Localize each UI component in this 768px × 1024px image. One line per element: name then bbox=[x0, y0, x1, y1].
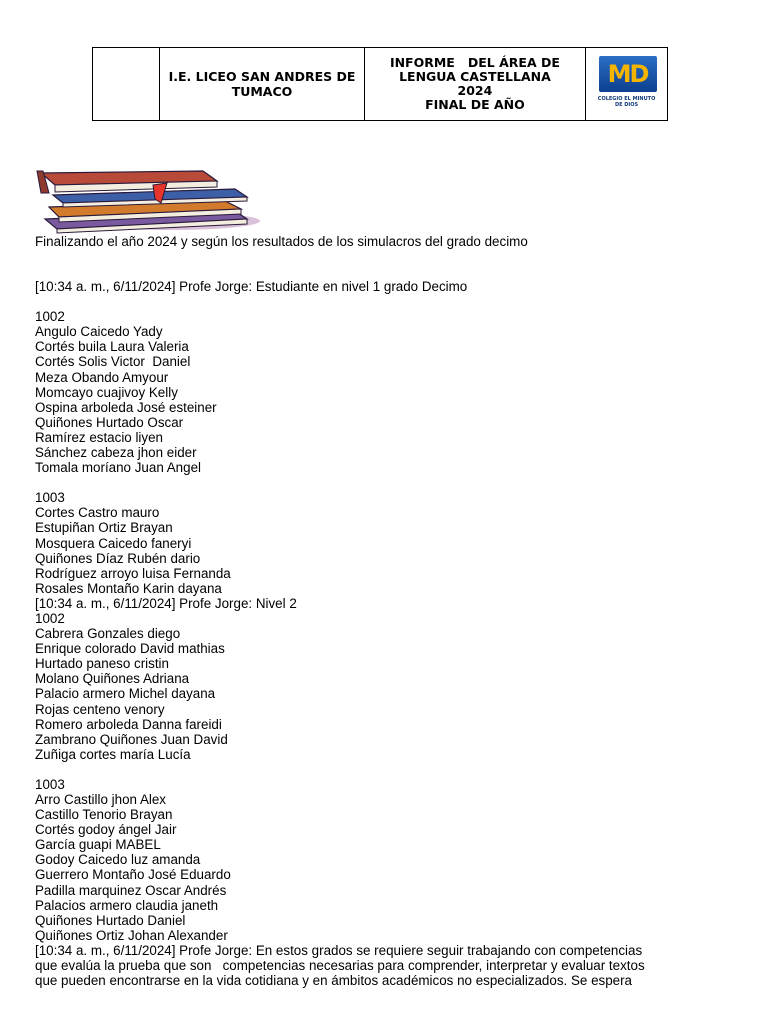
group-code: 1002 bbox=[35, 309, 65, 325]
student-name: Molano Quiñones Adriana bbox=[35, 671, 190, 687]
student-name: Mosquera Caicedo faneryi bbox=[35, 535, 192, 551]
closing-paragraph bbox=[35, 943, 735, 988]
student-name: Padilla marquinez Oscar Andrés bbox=[35, 882, 227, 898]
report-title-line: 2024 bbox=[457, 83, 493, 98]
student-name: Castillo Tenorio Brayan bbox=[35, 807, 173, 823]
student-name: Cortés godoy ángel Jair bbox=[35, 822, 177, 838]
level1-message: [10:34 a. m., 6/11/2024] Profe Jorge: Estudiante en nivel 1 grado Decimo bbox=[35, 279, 468, 295]
student-name: Cortés buila Laura Valeria bbox=[35, 339, 189, 355]
school-name: I.E. LICEO SAN ANDRES DE TUMACO bbox=[160, 48, 364, 121]
student-name: Hurtado paneso cristin bbox=[35, 656, 169, 672]
student-name: Sánchez cabeza jhon eider bbox=[35, 445, 197, 461]
closing-line: que pueden encontrarse en la vida cotidiana y en ámbitos académicos no especializados. Se espera bbox=[35, 973, 633, 989]
header-table bbox=[92, 47, 668, 121]
report-body bbox=[35, 234, 735, 988]
student-name: Rosales Montaño Karin dayana bbox=[35, 580, 222, 596]
report-title-line: LENGUA CASTELLANA bbox=[399, 69, 551, 84]
student-name: Momcayo cuajivoy Kelly bbox=[35, 384, 178, 400]
student-name: Godoy Caicedo luz amanda bbox=[35, 852, 201, 868]
student-name: Enrique colorado David mathias bbox=[35, 641, 225, 657]
report-title-line: FINAL DE AÑO bbox=[425, 97, 525, 112]
student-name: Zuñiga cortes maría Lucía bbox=[35, 746, 191, 762]
group-code: 1003 bbox=[35, 490, 65, 506]
student-name: Ramírez estacio liyen bbox=[35, 429, 164, 445]
student-name: Angulo Caicedo Yady bbox=[35, 324, 163, 340]
closing-line: [10:34 a. m., 6/11/2024] Profe Jorge: En estos grados se requiere seguir trabajando con competencias bbox=[35, 942, 643, 958]
report-title-line: INFORME DEL ÁREA DE bbox=[389, 55, 560, 70]
student-name: Cabrera Gonzales diego bbox=[35, 626, 181, 642]
student-name: Quiñones Díaz Rubén dario bbox=[35, 550, 201, 566]
group-code: 1002 bbox=[35, 610, 65, 626]
closing-line: que evalúa la prueba que son competencias necesarias para comprender, interpretar y evaluar textos bbox=[35, 958, 645, 974]
level2-message: [10:34 a. m., 6/11/2024] Profe Jorge: Nivel 2 bbox=[35, 595, 297, 611]
logo-cell bbox=[586, 48, 668, 121]
student-name: Rojas centeno venory bbox=[35, 701, 165, 717]
student-name: Tomala moríano Juan Angel bbox=[35, 460, 201, 476]
student-list bbox=[35, 324, 735, 475]
student-name: Arro Castillo jhon Alex bbox=[35, 792, 166, 807]
student-name: Guerrero Montaño José Eduardo bbox=[35, 867, 231, 883]
student-name: Quiñones Hurtado Daniel bbox=[35, 912, 186, 928]
student-name: Cortés Solis Victor Daniel bbox=[35, 354, 191, 370]
student-name: Palacios armero claudia janeth bbox=[35, 897, 219, 913]
student-name: Ospina arboleda José esteiner bbox=[35, 399, 217, 415]
books-clipart bbox=[35, 167, 260, 235]
report-title bbox=[364, 48, 585, 121]
header-blank-cell bbox=[93, 48, 160, 121]
student-name: Zambrano Quiñones Juan David bbox=[35, 731, 228, 747]
student-name: García guapi MABEL bbox=[35, 837, 161, 853]
intro-text: Finalizando el año 2024 y según los resultados de los simulacros del grado decimo bbox=[35, 234, 528, 249]
student-name: Palacio armero Michel dayana bbox=[35, 686, 216, 702]
student-name: Meza Obando Amyour bbox=[35, 369, 169, 385]
student-name: Cortes Castro mauro bbox=[35, 505, 160, 521]
group-code: 1003 bbox=[35, 776, 65, 792]
logo-caption: COLEGIO EL MINUTO DE DIOS bbox=[597, 95, 656, 108]
student-name: Quiñones Hurtado Oscar bbox=[35, 414, 184, 430]
school-logo bbox=[595, 52, 659, 112]
student-name: Rodríguez arroyo luisa Fernanda bbox=[35, 565, 231, 581]
student-list bbox=[35, 505, 735, 596]
student-list bbox=[35, 626, 735, 762]
logo-text: MD bbox=[607, 59, 648, 88]
student-list bbox=[35, 792, 735, 943]
student-name: Romero arboleda Danna fareidi bbox=[35, 716, 222, 732]
student-name: Quiñones Ortiz Johan Alexander bbox=[35, 927, 228, 943]
student-name: Estupiñan Ortiz Brayan bbox=[35, 520, 173, 536]
